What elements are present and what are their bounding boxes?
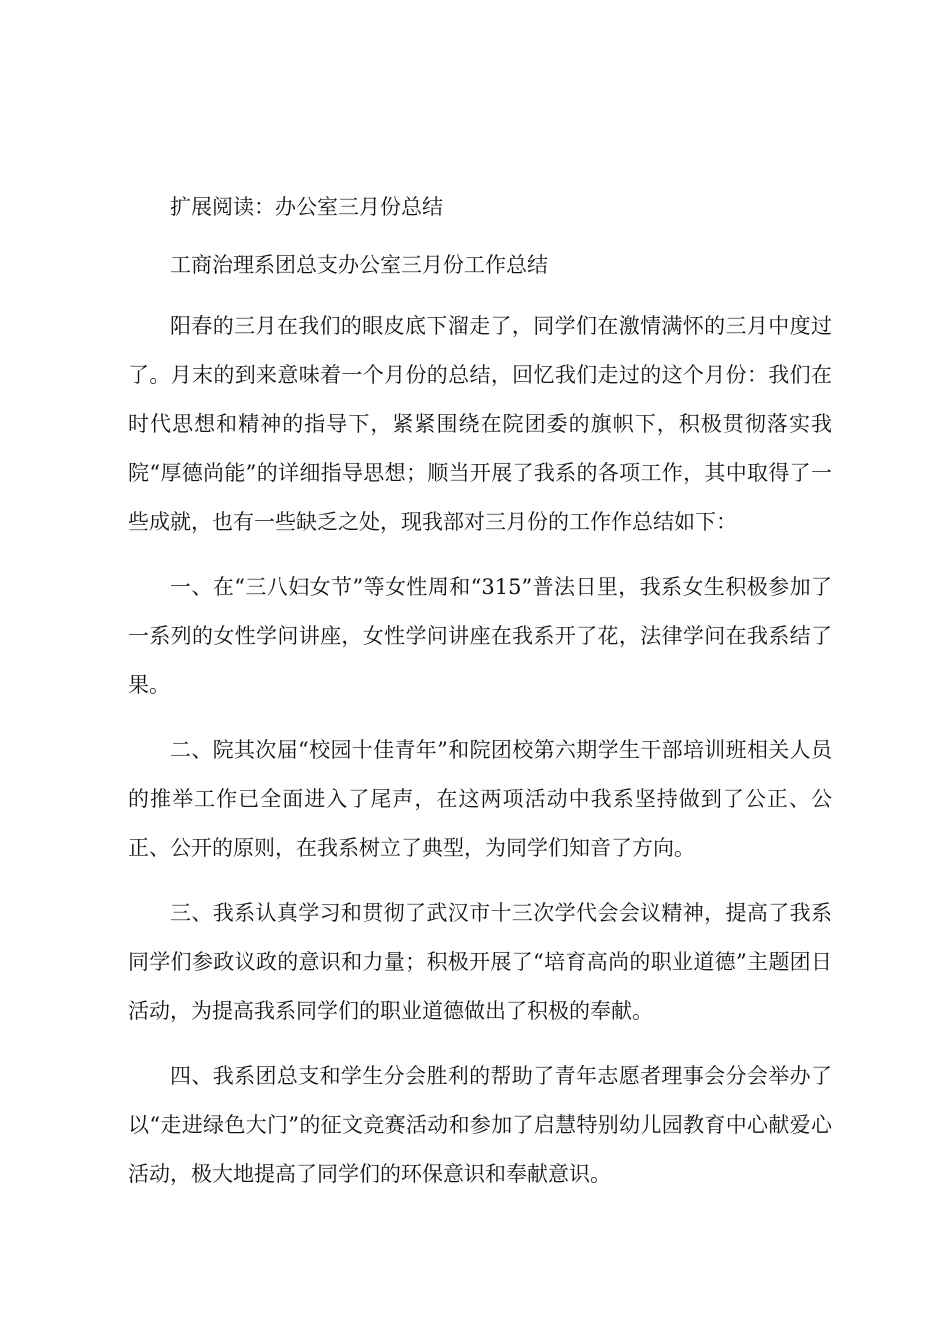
paragraph-item-4: 四、我系团总支和学生分会胜利的帮助了青年志愿者理事会分会举办了以“走进绿色大门”的征文竞赛活动和参加了启慧特别幼儿园教育中心献爱心活动，极大地提高了同学们的环保意识和奉献意识。 (128, 1064, 832, 1186)
extended-reading-heading: 扩展阅读：办公室三月份总结 (170, 195, 443, 219)
paragraph-item-1: 一、在“三八妇女节”等女性周和“315”普法日里，我系女生积极参加了一系列的女性学问讲座，女性学问讲座在我系开了花，法律学问在我系结了果。 (128, 575, 832, 697)
paragraph-item-2: 二、院其次届“校园十佳青年”和院团校第六期学生干部培训班相关人员的推举工作已全面进入了尾声，在这两项活动中我系坚持做到了公正、公正、公开的原则，在我系树立了典型，为同学们知音了方向。 (128, 738, 832, 860)
paragraph-item-3: 三、我系认真学习和贯彻了武汉市十三次学代会会议精神，提高了我系同学们参政议政的意识和力量；积极开展了“培育高尚的职业道德”主题团日活动，为提高我系同学们的职业道德做出了积极的奉献。 (128, 901, 832, 1023)
document-title: 工商治理系团总支办公室三月份工作总结 (170, 253, 548, 277)
document-body (128, 186, 832, 1199)
paragraph-intro: 阳春的三月在我们的眼皮底下溜走了，同学们在激情满怀的三月中度过了。月末的到来意味着一个月份的总结，回忆我们走过的这个月份：我们在时代思想和精神的指导下，紧紧围绕在院团委的旗帜下，积极贯彻落实我院“厚德尚能”的详细指导思想；顺当开展了我系的各项工作，其中取得了一些成就，也有一些缺乏之处，现我部对三月份的工作作总结如下： (128, 314, 832, 534)
